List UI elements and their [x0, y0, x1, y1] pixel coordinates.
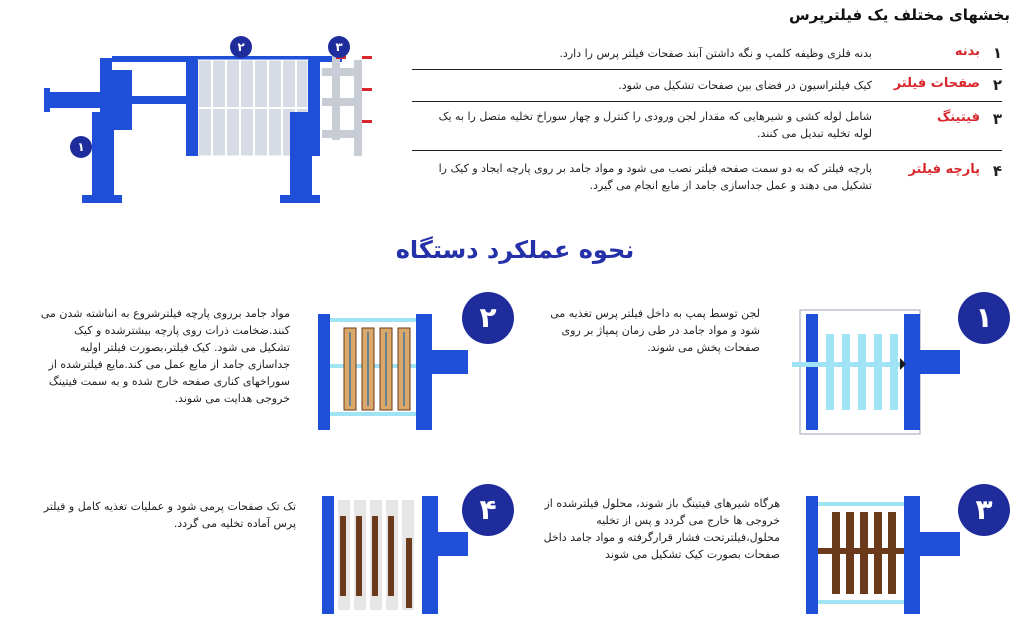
part-description: پارچه فیلتر که به دو سمت صفحه فیلتر نصب می شود و مواد جامد بر روی پارچه ایجاد و کیک را تشکیل می دهند و عمل جداسازی جامد از مایع انجام می گیرد. [438, 162, 872, 192]
step-number: ۴ [462, 484, 514, 536]
part-description: بدنه فلزی وظیفه کلمپ و نگه داشتن آبند صفحات فیلتر پرس را دارد. [559, 47, 872, 60]
fittings [322, 50, 362, 156]
part-number: ۲ [992, 76, 1002, 94]
step-description: هرگاه شیرهای فیتینگ باز شوند، محلول فیلترشده از خروجی ها خارج می گردد و پس از تخلیه محلول،فیلترتحت فشار قرارگرفته و مواد جامد داخل صفحات بصورت کیک تشکیل می شوند [543, 497, 780, 561]
step-2-diagram [300, 300, 470, 440]
step-description: مواد جامد برروی پارچه فیلترشروع به انباشته شدن می کنند.ضخامت ذرات روی پارچه بیشترشده و کیک تشکیل می شود. کیک فیلتر،بصورت فیلتر اولیه جداسازی جامد از مایع عمل می کند.مایع فیلترشده از سوراخهای کناری صفحه خارج شده و به سمت فیتینگ خروجی هدایت می شوند. [40, 307, 290, 405]
part-row-fitting [412, 104, 1002, 152]
step-number: ۲ [462, 292, 514, 344]
right-leg [290, 112, 312, 202]
part-number: ۳ [992, 110, 1002, 128]
filter-press-diagram [40, 30, 400, 210]
step-description: لجن توسط پمپ به داخل فیلتر پرس تغذیه می شود و مواد جامد در طی زمان پمپاژ بر روی صفحات پخش می شوند. [550, 307, 760, 354]
divider [412, 101, 1002, 102]
callout-body: ۱ [70, 136, 92, 158]
inlet-pipe [48, 92, 108, 108]
callout-fitting: ۳ [328, 36, 350, 58]
part-number: ۴ [992, 162, 1002, 180]
part-name: فیتینگ [936, 110, 980, 125]
step-3-diagram [792, 488, 962, 618]
main-title: نحوه عملکرد دستگاه [395, 236, 635, 264]
part-number: ۱ [992, 44, 1002, 62]
part-name: بدنه [954, 44, 980, 59]
part-row-cloth [412, 156, 1002, 216]
step-number: ۱ [958, 292, 1010, 344]
section-title: بخشهای مختلف یک فیلترپرس [788, 6, 1010, 24]
step-4-diagram [310, 488, 470, 618]
step-number: ۳ [958, 484, 1010, 536]
part-description: کیک فیلتراسیون در فضای بین صفحات تشکیل می شود. [618, 79, 872, 92]
divider [412, 150, 1002, 151]
part-row-plates [412, 70, 1002, 108]
step-1-diagram [792, 300, 962, 440]
step-description: تک تک صفحات پرمی شود و عملیات تغذیه کامل و فیلتر پرس آماده تخلیه می گردد. [43, 500, 296, 530]
part-name: پارچه فیلتر [908, 162, 980, 177]
callout-plates: ۲ [230, 36, 252, 58]
left-leg [92, 112, 114, 202]
part-description: شامل لوله کشی و شیرهایی که مقدار لجن ورودی را کنترل و چهار سوراخ تخلیه متصل را به یک لوله تخلیه تبدیل می کنند. [438, 110, 872, 140]
part-name: صفحات فیلتر [893, 76, 980, 91]
